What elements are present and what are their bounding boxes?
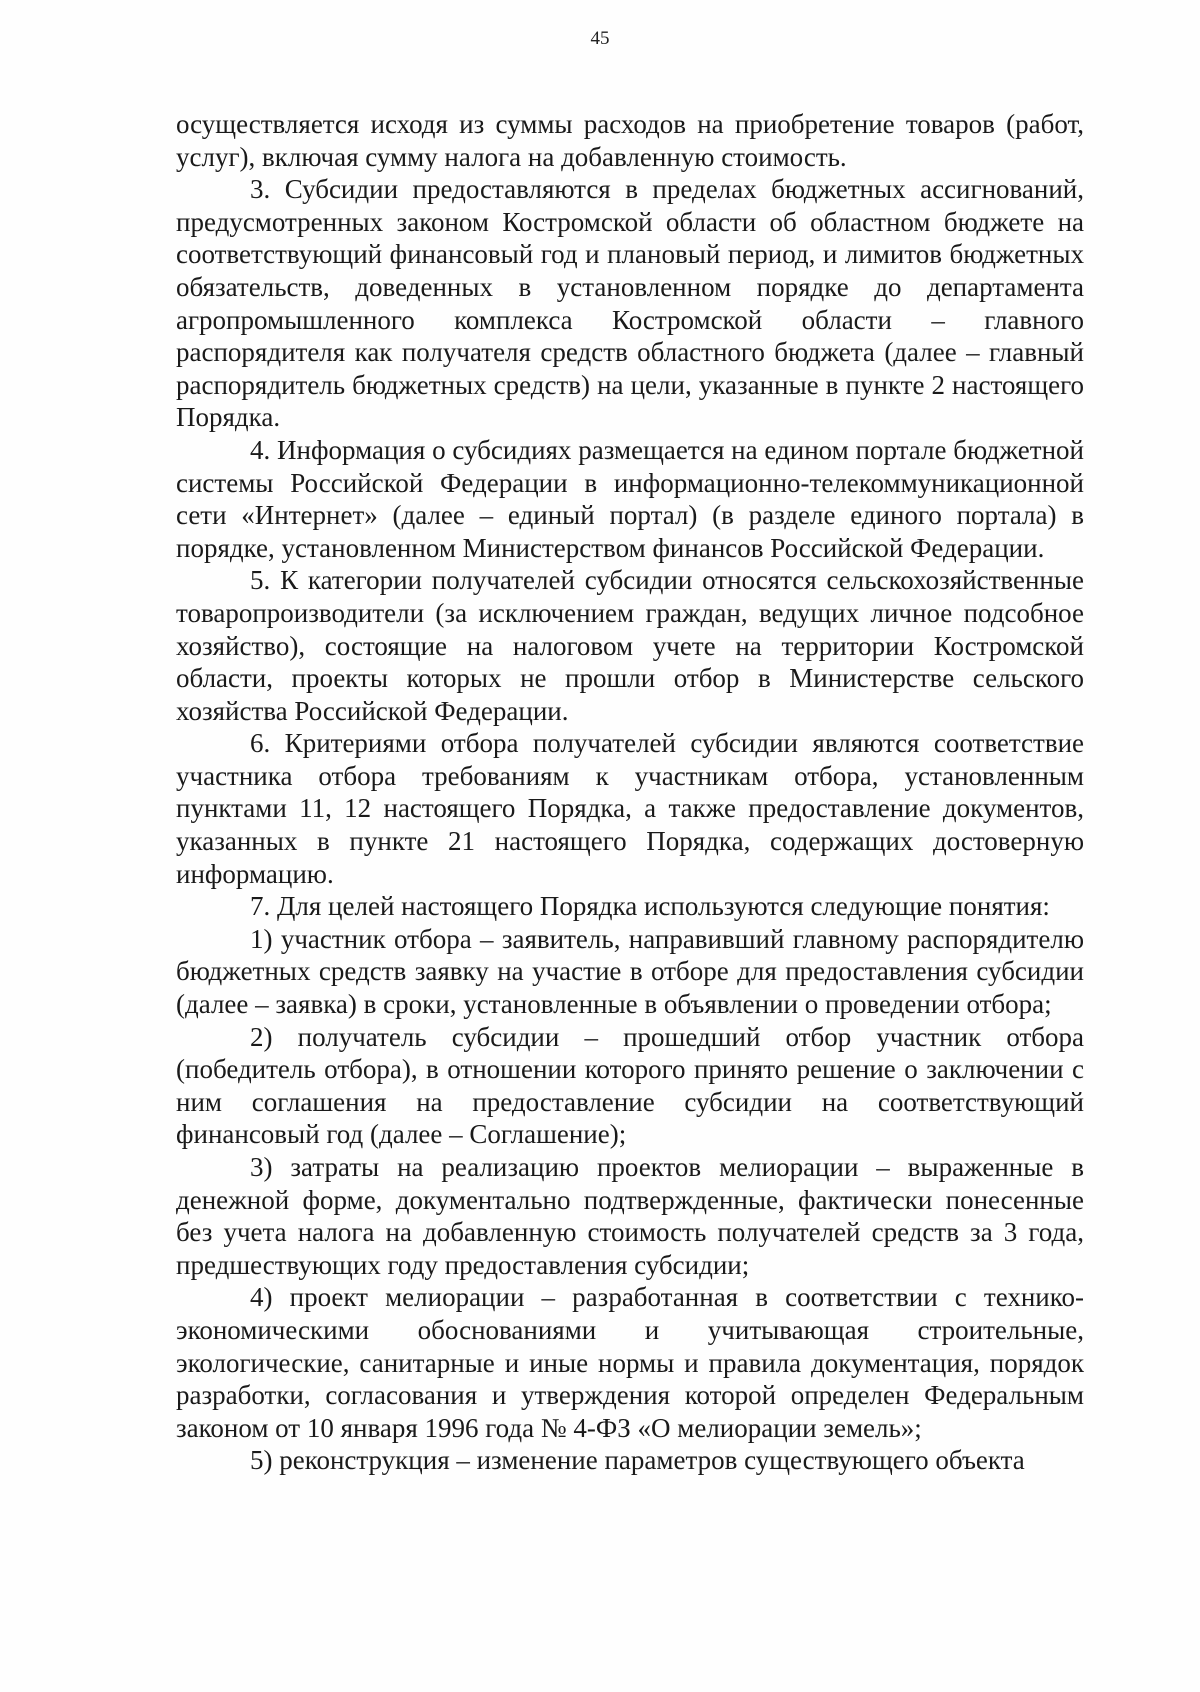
definition-item-5: 5) реконструкция – изменение параметров существующего объекта [250,1445,1025,1476]
definition-item-4: 4) проект мелиорации – разработанная в соответствии с технико-экономическими обоснованиями и учитывающая строительные, экологические, санитарные и иные нормы и правила документация, порядок разработки, согласования и утверждения которой определен Федеральным законом от 10 января 1996 года № 4-ФЗ «О мелиорации земель»; [176,1282,1084,1443]
page-number: 45 [590,28,610,49]
definition-item-1: 1) участник отбора – заявитель, направивший главному распорядителю бюджетных средств заявку на участие в отборе для предоставления субсидии (далее – заявка) в сроки, установленные в объявлении о проведении отбора; [176,923,1084,1020]
paragraph-item-5: 5. К категории получателей субсидии относятся сельскохозяйственные товаропроизводители (за исключением граждан, ведущих личное подсобное хозяйство), состоящие на налоговом учете на территории Костромской области, проекты которых не прошли отбор в Министерстве сельского хозяйства Российской Федерации. [176,565,1084,726]
paragraph-item-3: 3. Субсидии предоставляются в пределах бюджетных ассигнований, предусмотренных законом Костромской области об областном бюджете на соответствующий финансовый год и плановый период, и лимитов бюджетных обязательств, доведенных в установленном порядке до департамента агропромышленного комплекса Костромской области – главного распорядителя как получателя средств областного бюджета (далее – главный распорядитель бюджетных средств) на цели, указанные в пункте 2 настоящего Порядка. [176,174,1084,433]
document-body [176,108,1084,1477]
paragraph-continuation: осуществляется исходя из суммы расходов на приобретение товаров (работ, услуг), включая сумму налога на добавленную стоимость. [176,109,1084,172]
definition-item-3: 3) затраты на реализацию проектов мелиорации – выраженные в денежной форме, документально подтвержденные, фактически понесенные без учета налога на добавленную стоимость получателей средств за 3 года, предшествующих году предоставления субсидии; [176,1152,1084,1280]
paragraph-item-6: 6. Критериями отбора получателей субсидии являются соответствие участника отбора требованиям к участникам отбора, установленным пунктами 11, 12 настоящего Порядка, а также предоставление документов, указанных в пункте 21 настоящего Порядка, содержащих достоверную информацию. [176,728,1084,889]
paragraph-item-4: 4. Информация о субсидиях размещается на едином портале бюджетной системы Российской Федерации в информационно-телекоммуникационной сети «Интернет» (далее – единый портал) (в разделе единого портала) в порядке, установленном Министерством финансов Российской Федерации. [176,434,1084,563]
definition-item-2: 2) получатель субсидии – прошедший отбор участник отбора (победитель отбора), в отношении которого принято решение о заключении с ним соглашения на предоставление субсидии на соответствующий финансовый год (далее – Соглашение); [176,1021,1084,1150]
paragraph-item-7: 7. Для целей настоящего Порядка используются следующие понятия: [250,891,1050,922]
